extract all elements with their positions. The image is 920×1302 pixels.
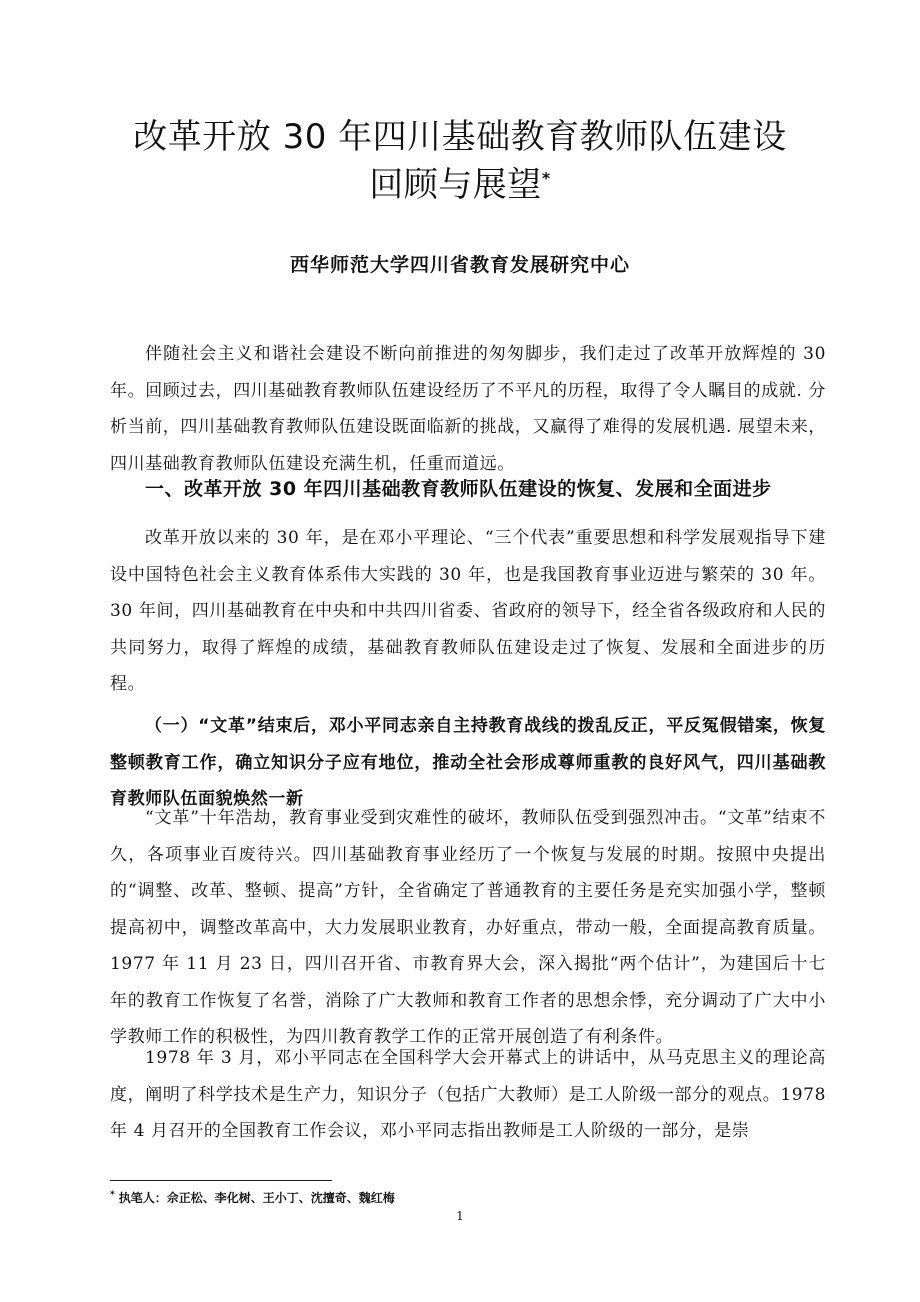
intro-paragraph: 伴随社会主义和谐社会建设不断向前推进的匆匆脚步，我们走过了改革开放辉煌的 30 年。回顾过去，四川基础教育教师队伍建设经历了不平凡的历程，取得了令人瞩目的成就. 分析当前，四川基础教育教师队伍建设既面临新的挑战，又赢得了难得的发展机遇. 展望未来，四川基础教育教师队伍建设充满生机，任重而道远。 xyxy=(110,344,827,474)
document-title-line2-text: 回顾与展望 xyxy=(369,165,542,205)
document-title-line2 xyxy=(0,165,920,205)
footnote-separator xyxy=(110,1180,332,1181)
subsection-1-heading: （一）“文革”结束后，邓小平同志亲自主持教育战线的拨乱反正，平反冤假错案，恢复整顿教育工作，确立知识分子应有地位，推动全社会形成尊师重教的良好风气，四川基础教育教师队伍面貌焕然一新 xyxy=(110,716,826,809)
author-affiliation: 西华师范大学四川省教育发展研究中心 xyxy=(289,254,630,276)
section-1-heading: 一、改革开放 30 年四川基础教育教师队伍建设的恢复、发展和全面进步 xyxy=(145,478,772,500)
footnote xyxy=(110,1190,826,1205)
page-number: 1 xyxy=(456,1209,464,1223)
section-1-intro-paragraph: 改革开放以来的 30 年，是在邓小平理论、“三个代表”重要思想和科学发展观指导下建设中国特色社会主义教育体系伟大实践的 30 年，也是我国教育事业迈进与繁荣的 30 年。30 年间，四川基础教育在中央和中共四川省委、省政府的领导下，经全省各级政府和人民的共同努力，取得了辉煌的成绩，基础教育教师队伍建设走过了恢复、发展和全面进步的历程。 xyxy=(110,528,826,694)
title-footnote-marker: * xyxy=(541,168,551,188)
footnote-marker: * xyxy=(110,1190,115,1200)
subsection-1-paragraph-1: “文革”十年浩劫，教育事业受到灾难性的破坏，教师队伍受到强烈冲击。“文革”结束不久，各项事业百废待兴。四川基础教育事业经历了一个恢复与发展的时期。按照中央提出的“调整、改革、整顿、提高”方针，全省确定了普通教育的主要任务是充实加强小学，整顿提高初中，调整改革高中，大力发展职业教育，办好重点，带动一般，全面提高教育质量。1977 年 11 月 23 日，四川召开省、市教育界大会，深入揭批“两个估计”，为建国后十七年的教育工作恢复了名誉，消除了广大教师和教育工作者的思想余悸，充分调动了广大中小学教师工作的积极性，为四川教育教学工作的正常开展创造了有利条件。 xyxy=(110,808,826,1047)
document-title-line1: 改革开放 30 年四川基础教育教师队伍建设 xyxy=(133,117,787,157)
subsection-1-paragraph-2: 1978 年 3 月，邓小平同志在全国科学大会开幕式上的讲话中，从马克思主义的理论高度，阐明了科学技术是生产力，知识分子（包括广大教师）是工人阶级一部分的观点。1978 年 4 月召开的全国教育工作会议，邓小平同志指出教师是工人阶级的一部分，是崇 xyxy=(110,1048,826,1141)
footnote-text: 执笔人：佘正松、李化树、王小丁、沈擅奇、魏红梅 xyxy=(118,1191,395,1205)
